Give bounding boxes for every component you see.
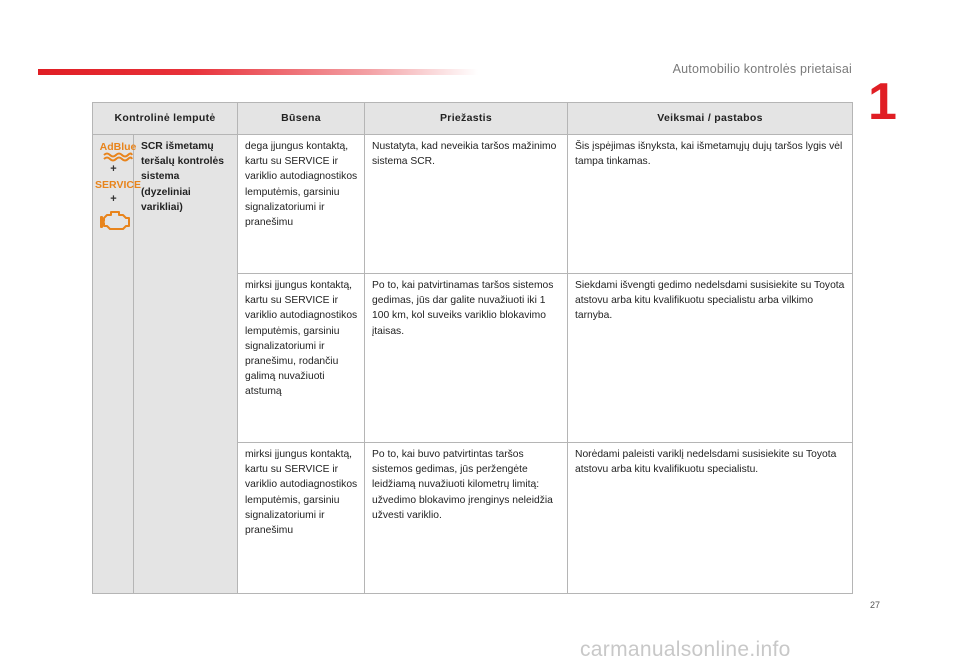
- header-accent-bar: [38, 69, 478, 75]
- column-header-state: Būsena: [238, 103, 365, 135]
- svg-text:AdBlue: AdBlue: [99, 141, 137, 153]
- column-header-action: Veiksmai / pastabos: [568, 103, 853, 135]
- svg-text:SERVICE: SERVICE: [95, 179, 141, 191]
- warning-lamp-table: [92, 102, 853, 594]
- column-header-cause: Priežastis: [365, 103, 568, 135]
- lamp-name: SCR išmetamų teršalų kontrolės sistema (dyzeliniai varikliai): [134, 135, 238, 594]
- table-header-row: [93, 103, 853, 135]
- adblue-icon: [100, 139, 136, 161]
- action-cell: Siekdami išvengti gedimo nedelsdami susisiekite su Toyota atstovu arba kitu kvalifikuotu specialistu arba vilkimo tarnyba.: [568, 274, 853, 443]
- lamp-icons-cell: [93, 135, 141, 594]
- state-cell: mirksi įjungus kontaktą, kartu su SERVICE ir variklio autodiagnostikos lemputėmis, garsiniu signalizatoriumi ir pranešimu, rodančiu galimą nuvažiuoti atstumą: [238, 274, 365, 443]
- service-icon: [95, 177, 141, 191]
- state-cell: dega įjungus kontaktą, kartu su SERVICE ir variklio autodiagnostikos lemputėmis, garsiniu signalizatoriumi ir pranešimu: [238, 135, 365, 274]
- state-cell: mirksi įjungus kontaktą, kartu su SERVICE ir variklio autodiagnostikos lemputėmis, garsiniu signalizatoriumi ir pranešimu: [238, 443, 365, 594]
- action-cell: Norėdami paleisti variklį nedelsdami susisiekite su Toyota atstovu arba kitu kvalifikuotu specialistu.: [568, 443, 853, 594]
- cause-cell: Po to, kai patvirtinamas taršos sistemos gedimas, jūs dar galite nuvažiuoti iki 1 100 km, kol suveiks variklio blokavimo įtaisas.: [365, 274, 568, 443]
- engine-check-icon: [100, 209, 132, 233]
- cause-cell: Nustatyta, kad neveikia taršos mažinimo sistema SCR.: [365, 135, 568, 274]
- action-cell: Šis įspėjimas išnyksta, kai išmetamųjų dujų taršos lygis vėl tampa tinkamas.: [568, 135, 853, 274]
- column-header-lamp: Kontrolinė lemputė: [93, 103, 238, 135]
- table-row: [93, 135, 853, 274]
- chapter-number: 1: [868, 73, 897, 131]
- watermark-text: carmanualsonline.info: [580, 638, 791, 661]
- section-title: Automobilio kontrolės prietaisai: [672, 62, 852, 76]
- plus-sign: +: [110, 193, 117, 205]
- page-number: 27: [870, 600, 881, 610]
- plus-sign: +: [110, 163, 117, 175]
- cause-cell: Po to, kai buvo patvirtintas taršos sistemos gedimas, jūs peržengėte leidžiamą nuvažiuoti kilometrų limitą: užvedimo blokavimo įrenginys neleidžia užvesti variklio.: [365, 443, 568, 594]
